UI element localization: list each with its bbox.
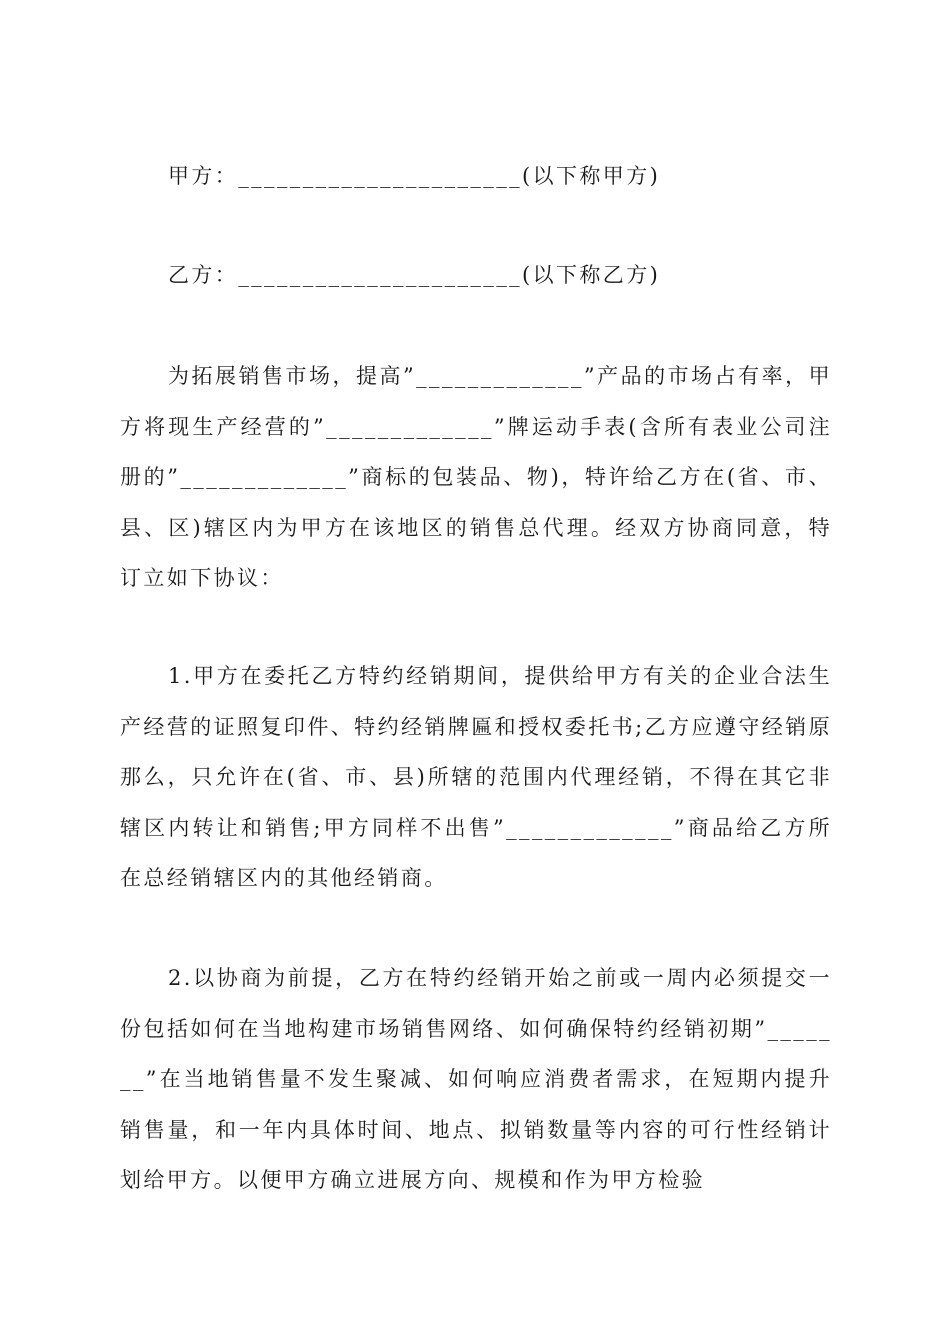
clause-2-paragraph: 2.以协商为前提，乙方在特约经销开始之前或一周内必须提交一份包括如何在当地构建市场销售网络、如何确保特约经销初期”_______”在当地销售量不发生聚减、如何响应消费者需求，在短期内提升销售量，和一年内具体时间、地点、拟销数量等内容的可行性经销计划给甲方。以便甲方确立进展方向、规模和作为甲方检验 — [120, 966, 832, 1192]
clause-1-paragraph: 1.甲方在委托乙方特约经销期间，提供给甲方有关的企业合法生产经营的证照复印件、特约经销牌匾和授权委托书;乙方应遵守经销原那么，只允许在(省、市、县)所辖的范围内代理经销，不得在其它非辖区内转让和销售;甲方同样不出售”_____________”商品给乙方所在总经销辖区内的其他经销商。 — [120, 664, 832, 890]
party-a-line: 甲方：______________________(以下称甲方) — [168, 164, 661, 188]
party-b-line: 乙方：______________________(以下称乙方) — [168, 263, 661, 287]
preamble-paragraph: 为拓展销售市场，提高”_____________”产品的市场占有率，甲方将现生产经营的”_____________”牌运动手表(含所有表业公司注册的”_____________”商标的包装品、物)，特许给乙方在(省、市、县、区)辖区内为甲方在该地区的销售总代理。经双方协商同意，特订立如下协议： — [120, 364, 832, 590]
